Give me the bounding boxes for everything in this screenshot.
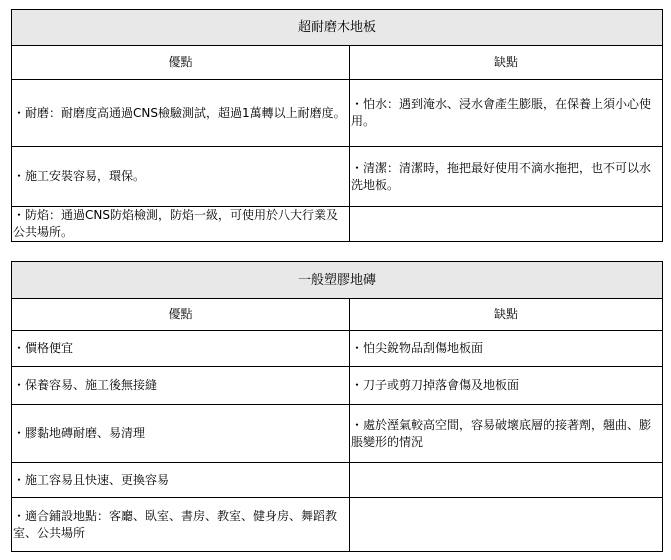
con-cell: ・清潔：清潔時，拖把最好使用不滴水拖把，也不可以水洗地板。: [350, 147, 663, 207]
con-cell: ・怕尖銳物品刮傷地板面: [350, 331, 663, 367]
comparison-table-plastic-tile: [11, 261, 663, 552]
con-cell: [350, 207, 663, 242]
pro-cell: ・耐磨：耐磨度高通過CNS檢驗測試，超過1萬轉以上耐磨度。: [12, 80, 350, 147]
cons-header: 缺點: [350, 46, 663, 80]
comparison-table-wood-floor: [11, 9, 663, 242]
pro-cell: ・價格便宜: [12, 331, 350, 367]
con-cell: [350, 498, 663, 552]
pro-cell: ・適合鋪設地點：客廳、臥室、書房、教室、健身房、舞蹈教室、公共場所: [12, 498, 350, 552]
pros-header: 優點: [12, 299, 350, 331]
con-cell: ・刀子或剪刀掉落會傷及地板面: [350, 367, 663, 405]
pro-cell: ・保養容易、施工後無接縫: [12, 367, 350, 405]
pro-cell: ・施工安裝容易，環保。: [12, 147, 350, 207]
con-cell: [350, 463, 663, 498]
con-cell: ・怕水：遇到淹水、浸水會產生膨脹，在保養上須小心使用。: [350, 80, 663, 147]
table-title: 一般塑膠地磚: [12, 262, 663, 299]
pros-header: 優點: [12, 46, 350, 80]
con-cell: ・處於溼氣較高空間，容易破壞底層的接著劑，翹曲、膨脹變形的情況: [350, 405, 663, 463]
pro-cell: ・施工容易且快速、更換容易: [12, 463, 350, 498]
pro-cell: ・防焰：通過CNS防焰檢測，防焰一級，可使用於八大行業及公共場所。: [12, 207, 350, 242]
table-title: 超耐磨木地板: [12, 10, 663, 46]
cons-header: 缺點: [350, 299, 663, 331]
pro-cell: ・膠黏地磚耐磨、易清理: [12, 405, 350, 463]
